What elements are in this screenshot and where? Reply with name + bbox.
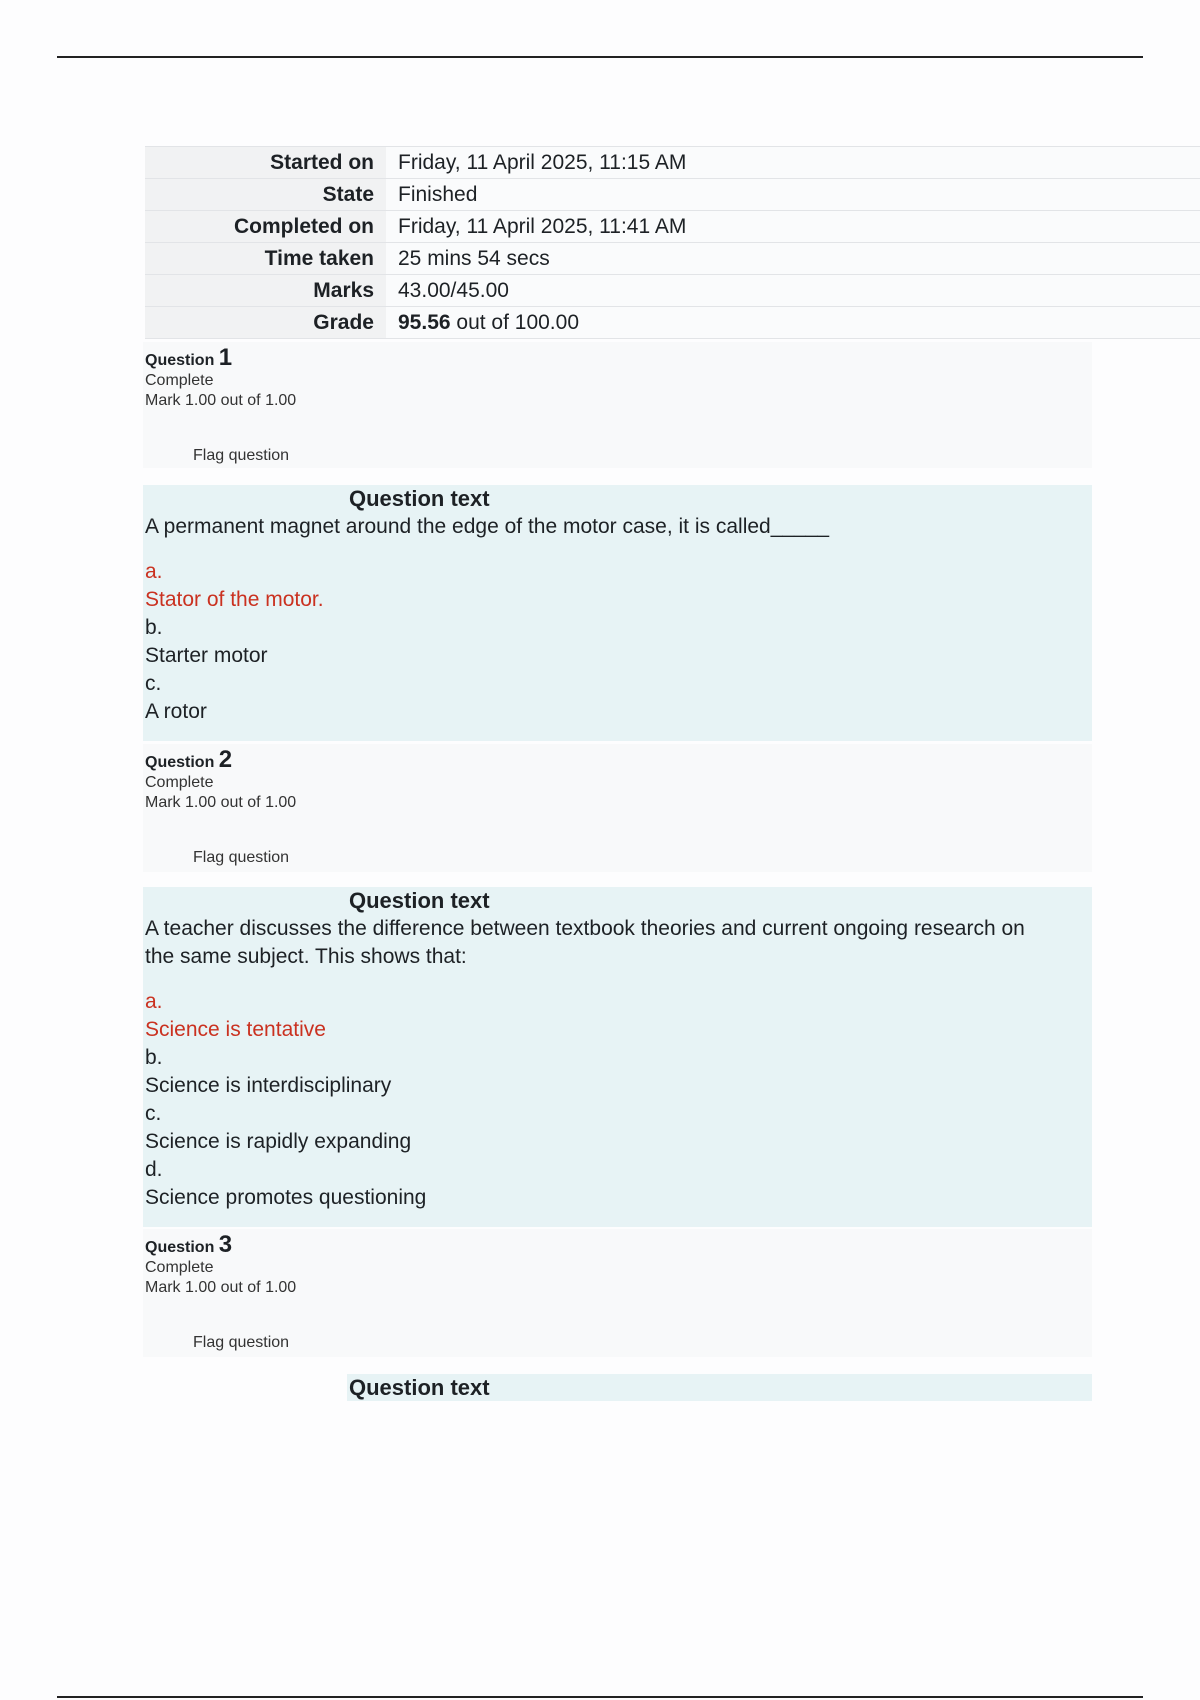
question-grade: Mark 1.00 out of 1.00 <box>145 794 297 811</box>
answer-letter: a. <box>145 990 163 1013</box>
summary-label: Marks <box>145 275 386 307</box>
question-3-content <box>347 1374 1092 1401</box>
answer-letter: b. <box>145 616 163 639</box>
answer-list <box>145 558 324 726</box>
answer-letter: d. <box>145 1158 163 1181</box>
summary-value <box>386 307 1200 339</box>
question-prefix: Question <box>145 754 215 771</box>
summary-label: Completed on <box>145 211 386 243</box>
summary-label: State <box>145 179 386 211</box>
page-bottom-rule <box>57 1696 1143 1698</box>
summary-value: 43.00/45.00 <box>386 275 1200 307</box>
answer-text: Science is interdisciplinary <box>145 1074 392 1097</box>
attempt-summary-table <box>145 146 1200 339</box>
question-state: Complete <box>145 372 214 389</box>
answer-option-a[interactable] <box>145 558 324 614</box>
question-3-info <box>143 1229 1092 1357</box>
answer-option-b[interactable] <box>145 1044 426 1100</box>
grade-score: 95.56 <box>398 310 451 334</box>
answer-text: Science is tentative <box>145 1018 326 1041</box>
question-grade: Mark 1.00 out of 1.00 <box>145 392 297 409</box>
question-number <box>145 1231 232 1259</box>
summary-row-time-taken <box>145 243 1200 275</box>
flag-question-button[interactable]: Flag question <box>193 447 290 464</box>
answer-option-c[interactable] <box>145 1100 426 1156</box>
summary-row-started-on <box>145 147 1200 179</box>
answer-option-b[interactable] <box>145 614 324 670</box>
question-text: A teacher discusses the difference between textbook theories and current ongoing research on the same subject. This shows that: <box>145 917 1025 968</box>
question-1-content <box>143 485 1092 741</box>
question-number-value: 1 <box>218 344 233 371</box>
question-state: Complete <box>145 774 214 791</box>
question-number-value: 2 <box>218 746 233 773</box>
summary-row-marks <box>145 275 1200 307</box>
question-number-value: 3 <box>218 1231 233 1258</box>
summary-row-grade <box>145 307 1200 339</box>
answer-option-d[interactable] <box>145 1156 426 1212</box>
question-text: A permanent magnet around the edge of the motor case, it is called_____ <box>145 515 830 538</box>
question-1-info <box>143 342 1092 468</box>
summary-value: Friday, 11 April 2025, 11:41 AM <box>386 211 1200 243</box>
question-2-content <box>143 887 1092 1227</box>
summary-value: Finished <box>386 179 1200 211</box>
answer-letter: a. <box>145 560 163 583</box>
question-text-heading: Question text <box>349 486 490 511</box>
summary-row-state <box>145 179 1200 211</box>
question-grade: Mark 1.00 out of 1.00 <box>145 1279 297 1296</box>
answer-option-a[interactable] <box>145 988 426 1044</box>
answer-option-c[interactable] <box>145 670 324 726</box>
answer-letter: c. <box>145 1102 162 1125</box>
grade-out-of: out of 100.00 <box>450 310 580 334</box>
question-prefix: Question <box>145 1239 215 1256</box>
answer-letter: c. <box>145 672 162 695</box>
flag-question-button[interactable]: Flag question <box>193 849 290 866</box>
answer-text: Starter motor <box>145 644 268 667</box>
question-text-heading: Question text <box>349 888 490 913</box>
answer-letter: b. <box>145 1046 163 1069</box>
flag-question-button[interactable]: Flag question <box>193 1334 290 1351</box>
answer-text: Science promotes questioning <box>145 1186 427 1209</box>
question-2-info <box>143 744 1092 872</box>
summary-label: Grade <box>145 307 386 339</box>
answer-list <box>145 988 426 1212</box>
page-top-rule <box>57 56 1143 58</box>
question-state: Complete <box>145 1259 214 1276</box>
question-number <box>145 746 232 774</box>
question-text-heading: Question text <box>349 1375 490 1400</box>
answer-text: A rotor <box>145 700 207 723</box>
question-prefix: Question <box>145 352 215 369</box>
answer-text: Science is rapidly expanding <box>145 1130 412 1153</box>
summary-label: Started on <box>145 147 386 179</box>
answer-text: Stator of the motor. <box>145 588 324 611</box>
summary-value: Friday, 11 April 2025, 11:15 AM <box>386 147 1200 179</box>
question-number <box>145 344 232 372</box>
summary-value: 25 mins 54 secs <box>386 243 1200 275</box>
summary-label: Time taken <box>145 243 386 275</box>
summary-row-completed-on <box>145 211 1200 243</box>
